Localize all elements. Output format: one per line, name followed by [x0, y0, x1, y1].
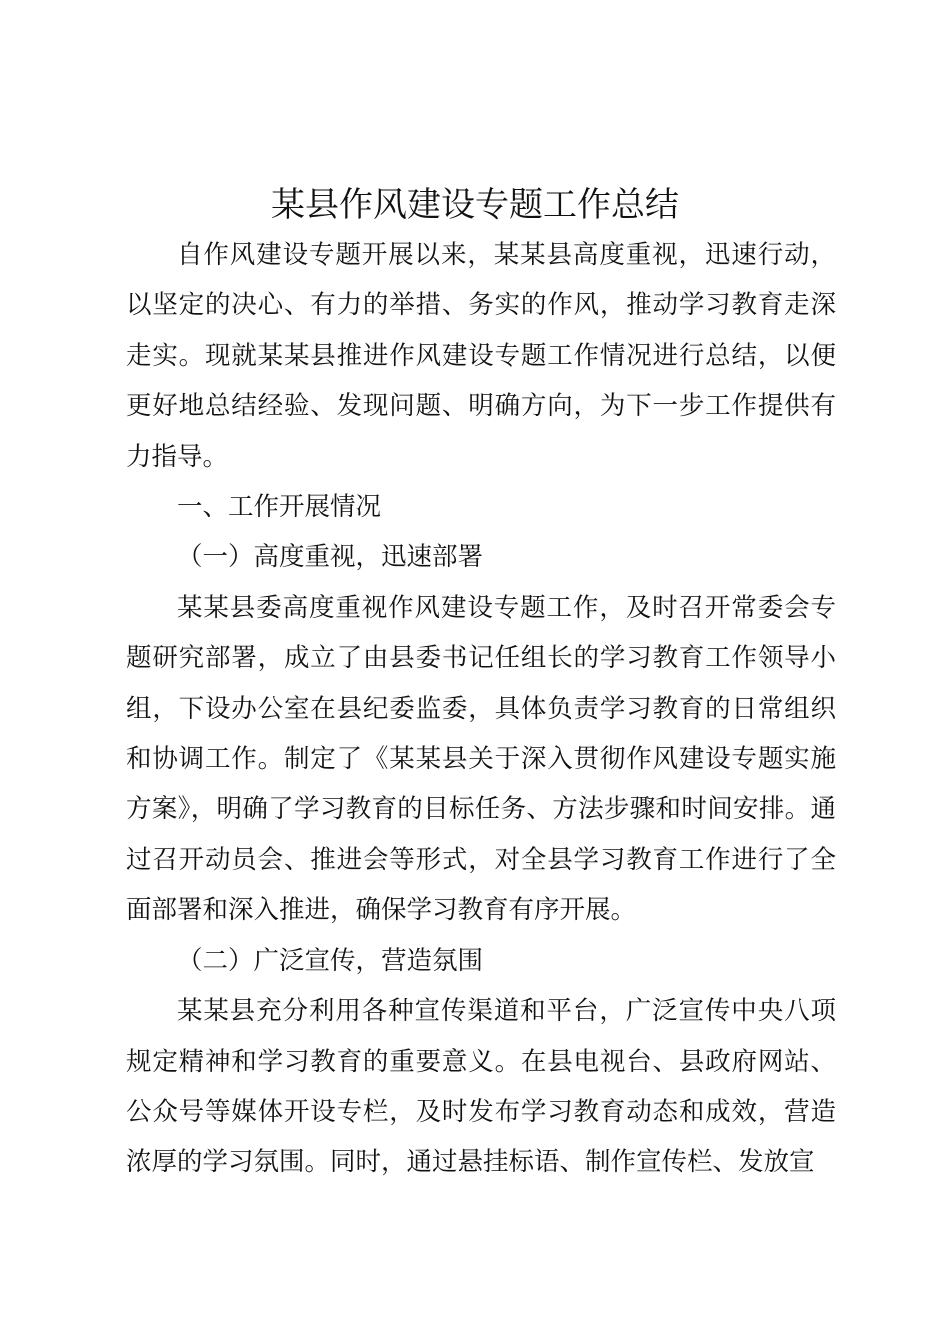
- subsection-heading: （二）广泛宣传，营造氛围: [177, 945, 484, 976]
- body-paragraph: 某某县委高度重视作风建设专题工作，及时召开常委会专题研究部署，成立了由县委书记任组长的学习教育工作领导小组，下设办公室在县纪委监委，具体负责学习教育的日常组织和协调工作。制定了《某某县关于深入贯彻作风建设专题实施方案》，明确了学习教育的目标任务、方法步骤和时间安排。通过召开动员会、推进会等形式，对全县学习教育工作进行了全面部署和深入推进，确保学习教育有序开展。: [126, 592, 836, 926]
- document-title: 某县作风建设专题工作总结: [271, 185, 679, 225]
- body-paragraph: 某某县充分利用各种宣传渠道和平台，广泛宣传中央八项规定精神和学习教育的重要意义。在县电视台、县政府网站、公众号等媒体开设专栏，及时发布学习教育动态和成效，营造浓厚的学习氛围。同时，通过悬挂标语、制作宣传栏、发放宣: [126, 996, 836, 1178]
- section-heading: 一、工作开展情况: [177, 492, 382, 523]
- subsection-heading: （一）高度重视，迅速部署: [177, 542, 484, 573]
- document-body: [126, 230, 836, 1188]
- intro-paragraph: 自作风建设专题开展以来，某某县高度重视，迅速行动，以坚定的决心、有力的举措、务实的作风，推动学习教育走深走实。现就某某县推进作风建设专题工作情况进行总结，以便更好地总结经验、发现问题、明确方向，为下一步工作提供有力指导。: [126, 240, 836, 472]
